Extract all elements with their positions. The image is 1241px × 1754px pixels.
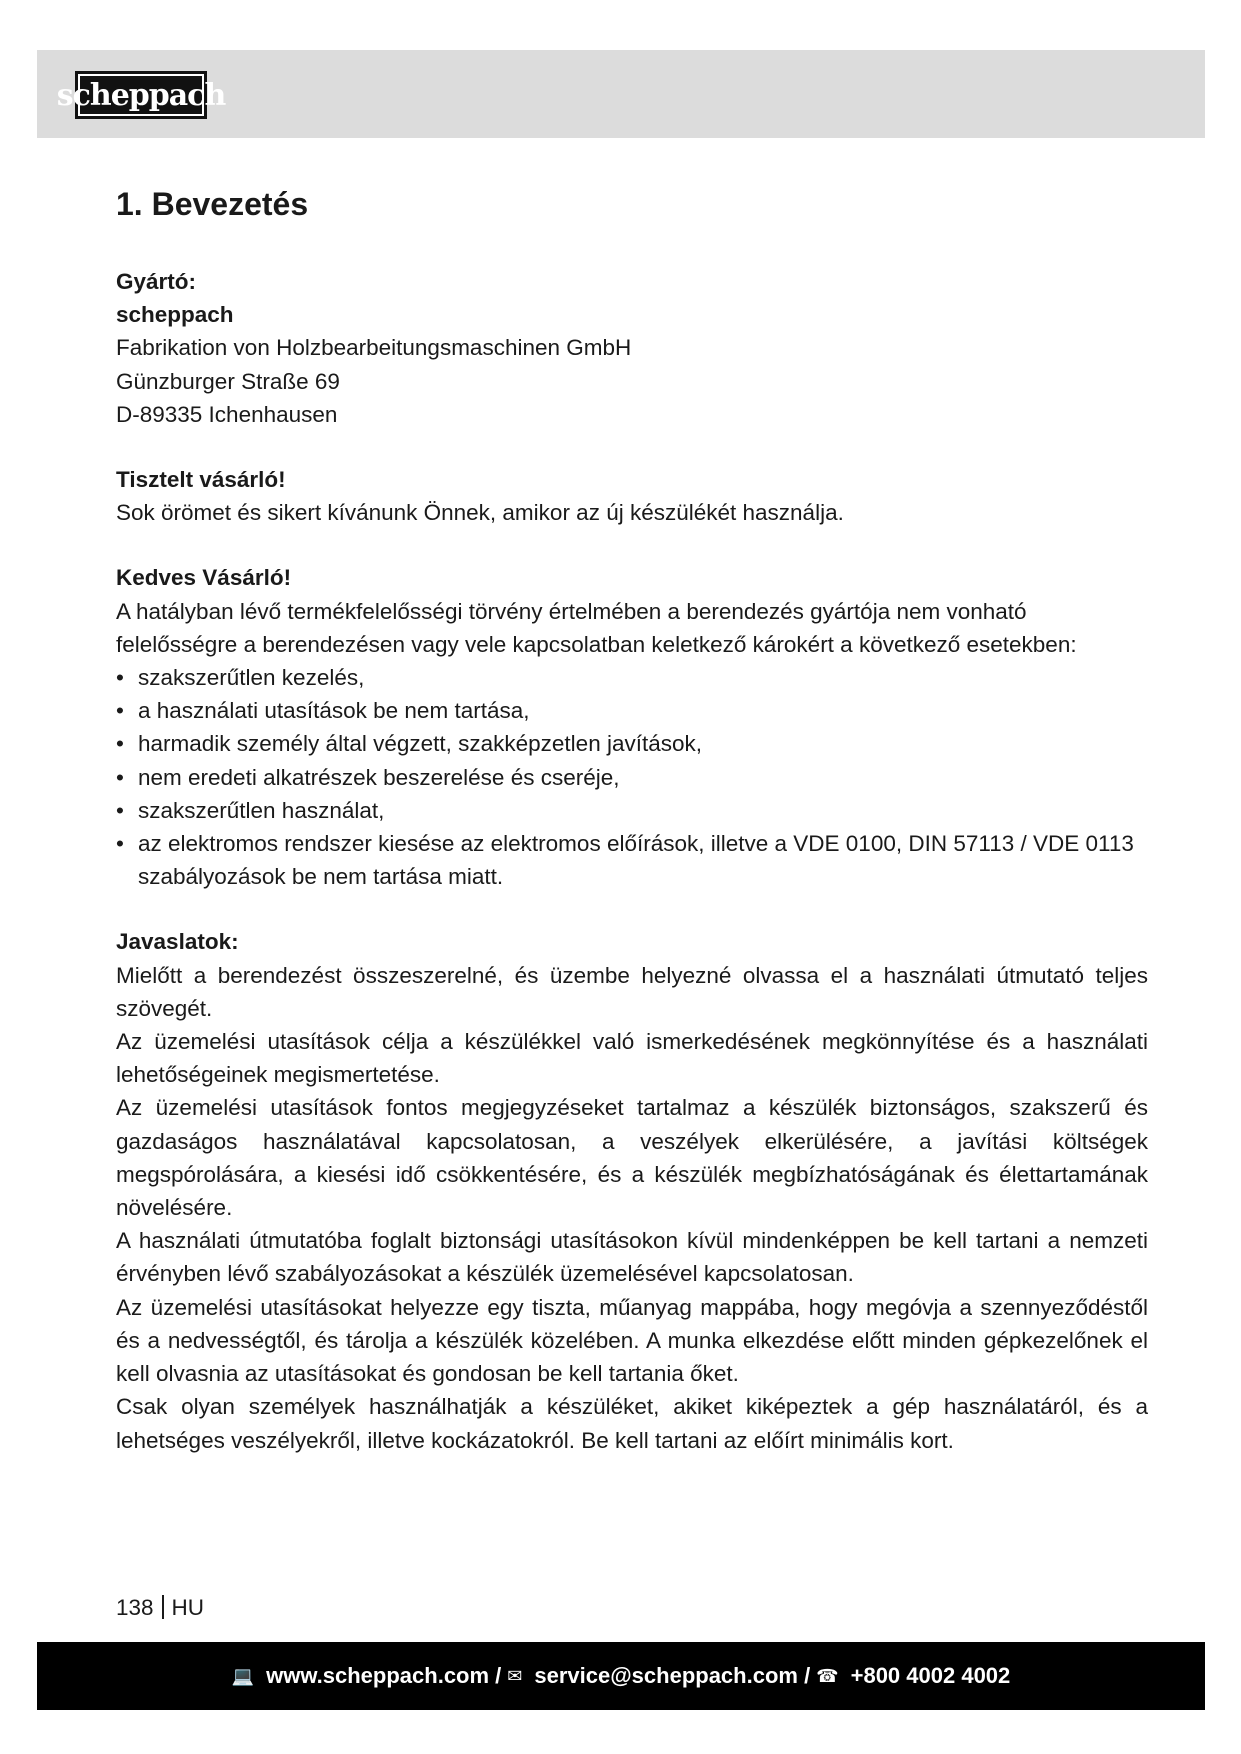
manufacturer-section [116,265,1148,431]
paragraph: Az üzemelési utasítások fontos megjegyzéseket tartalmaz a készülék biztonságos, szakszerű és gazdaságos használatával kapcsolatosan, a veszélyek elkerülésére, a javítási költségek megspórolására, a kiesési idő csökkentésére, és a készülék megbízhatóságának és élettartamának növelésére. [116,1095,1148,1221]
address-line: D-89335 Ichenhausen [116,401,338,427]
footer-website[interactable]: www.scheppach.com / [266,1663,502,1688]
mail-icon: ✉ [507,1665,523,1686]
page-number [116,1592,204,1624]
paragraph: Mielőtt a berendezést összeszerelné, és üzembe helyezné olvassa el a használati útmutató teljes szövegét. [116,962,1148,1021]
paragraph: Az üzemelési utasítások célja a készülékkel való ismerkedésének megkönnyítése és a használati lehetőségeinek megismertetése. [116,1029,1148,1088]
list-item: • szakszerűtlen kezelés, [116,661,1148,694]
address-line: Günzburger Straße 69 [116,368,340,394]
content [116,178,1148,1489]
page-title: 1. Bevezetés [116,186,309,222]
page-separator [162,1595,164,1619]
footer-phone[interactable]: +800 4002 4002 [850,1663,1011,1688]
paragraph: A használati útmutatóba foglalt biztonsági utasításokon kívül mindenképpen be kell tartani a nemzeti érvényben lévő szabályozásokat a készülék üzemelésével kapcsolatosan. [116,1228,1148,1287]
paragraph: Csak olyan személyek használhatják a készüléket, akiket kiképeztek a gép használatáról, és a lehetséges veszélyekről, illetve kockázatokról. Be kell tartani az előírt minimális kort. [116,1394,1148,1453]
manufacturer-label: Gyártó: [116,269,197,294]
greeting-text: Sok örömet és sikert kívánunk Önnek, amikor az új készülékét használja. [116,500,844,526]
list-item: • a használati utasítások be nem tartása, [116,694,1148,727]
header-band [37,50,1205,138]
list-item: • nem eredeti alkatrészek beszerelése és cseréje, [116,761,1148,794]
liability-section [116,561,1148,893]
recommendations-section [116,925,1148,1456]
list-item: • szakszerűtlen használat, [116,794,1148,827]
liability-heading: Kedves Vásárló! [116,565,292,591]
greeting-section [116,463,1148,529]
scheppach-logo: scheppach [75,71,207,119]
liability-intro: A hatályban lévő termékfelelősségi törvény értelmében a berendezés gyártója nem vonható felelősségre a berendezésen vagy vele kapcsolatban keletkező károkért a következő esetekben: [116,598,1077,657]
computer-icon: 💻 [231,1665,255,1686]
footer-bar [37,1642,1205,1710]
recommendations-heading: Javaslatok: [116,929,239,955]
page-number-value: 138 [116,1595,154,1620]
page-language: HU [171,1595,205,1620]
paragraph: Az üzemelési utasításokat helyezze egy tiszta, műanyag mappába, hogy megóvja a szennyeződéstől és a nedvességtől, és tárolja a készülék közelében. A munka elkezdése előtt minden gépkezelőnek el kell olvasnia az utasításokat és gondosan be kell tartania őket. [116,1294,1148,1387]
list-item: • az elektromos rendszer kiesése az elektromos előírások, illetve a VDE 0100, DIN 57113 / VDE 0113 szabályozások be nem tartása miatt. [116,827,1148,893]
greeting-heading: Tisztelt vásárló! [116,467,286,493]
manufacturer-name: scheppach [116,302,234,328]
address-line: Fabrikation von Holzbearbeitungsmaschinen GmbH [116,335,632,361]
list-item: • harmadik személy által végzett, szakképzetlen javítások, [116,727,1148,760]
liability-list [116,661,1148,893]
phone-icon: ☎ [816,1665,839,1686]
footer-email[interactable]: service@scheppach.com / [534,1663,811,1688]
